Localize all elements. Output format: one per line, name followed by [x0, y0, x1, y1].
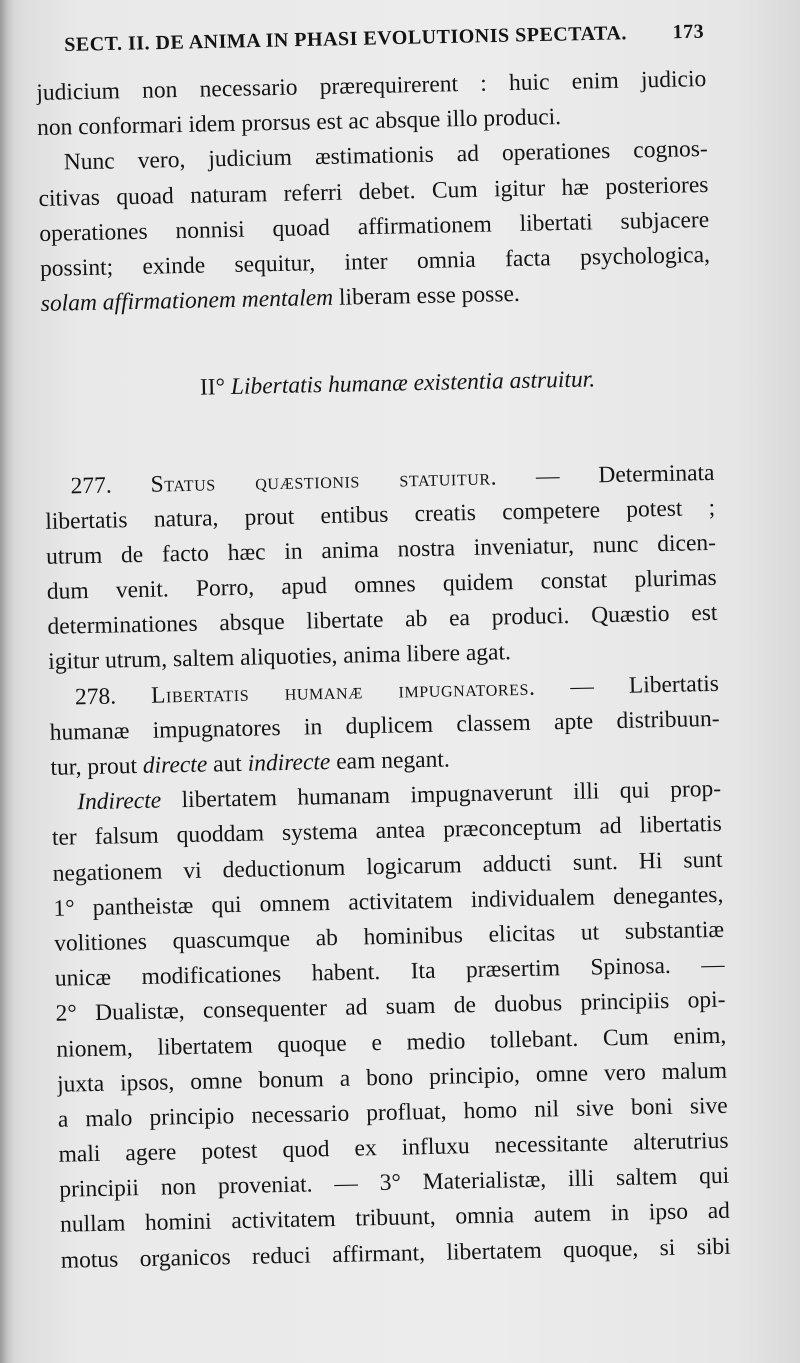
text-line: dum venit. Porro, apud omnes quidem constat plurimas	[46, 564, 717, 605]
section-title: Libertatis humanæ impugnatores.	[150, 674, 536, 709]
emphasis: Indirecte	[76, 787, 162, 816]
text-line: non conformari idem prorsus est ac absque illo produci.	[36, 104, 562, 142]
text-line: juxta ipsos, omne bonum a bono principio, omne vero malum	[56, 1057, 728, 1098]
text-line: utrum de facto hæc in anima nostra inveniatur, nunc dicen-	[45, 529, 717, 570]
emphasis: directe	[142, 751, 208, 779]
running-title: SECT. II. DE ANIMA IN PHASI EVOLUTIONIS SPECTATA.	[64, 22, 628, 56]
text-line: volitiones quascumque ab hominibus elicitas ut substantiæ	[53, 916, 725, 957]
text-line: judicium non necessario prærequirerent : huic enim judicio	[36, 65, 707, 106]
text-line: ter falsum quoddam systema antea præconceptum ad libertatis	[51, 811, 723, 852]
text-line: solam affirmationem mentalem liberam esse posse.	[40, 281, 521, 318]
text-line: 2° Dualistæ, consequenter ad suam de duobus principiis opi-	[55, 987, 726, 1028]
text-line: unicæ modificationes habent. Ita præsertim Spinosa. —	[54, 951, 726, 992]
text-line: Nunc vero, judicium æstimationis ad operationes cognos-	[63, 136, 708, 176]
text-line: igitur utrum, saltem aliquoties, anima libere agat.	[48, 639, 512, 676]
text-line: tur, prout directe aut indirecte eam negant.	[50, 746, 450, 781]
text-line: libertatis natura, prout entibus creatis competere potest ;	[45, 494, 716, 535]
section-number: 278.	[74, 683, 117, 710]
text-line: 1° pantheistæ qui omnem activitatem individualem denegantes,	[53, 881, 724, 922]
emphasis: indirecte	[247, 748, 331, 777]
text-line: operationes nonnisi quoad affirmationem libertati subjacere	[39, 206, 710, 247]
emphasis: solam affirmationem mentalem	[40, 284, 334, 318]
text-line: determinationes absque libertate ab ea produci. Quæstio est	[47, 600, 718, 641]
text-line: mali agere potest quod ex influxu necessitante alterutrius	[58, 1127, 729, 1168]
section-277-first-line: 277. Status quæstionis statuitur. — Determinata	[70, 459, 715, 499]
section-278-first-line: 278. Libertatis humanæ impugnatores. — Libertatis	[74, 670, 720, 710]
section-number: 277.	[70, 472, 112, 499]
subsection-number: II°	[199, 374, 226, 401]
text-line: nionem, libertatem quoque e medio tollebant. Cum enim,	[56, 1022, 727, 1063]
text-line: possint; exinde sequitur, inter omnia facta psychologica,	[39, 241, 711, 282]
text-line: principii non proveniat. — 3° Materialistæ, illi saltem qui	[59, 1162, 730, 1204]
text-line: humanæ impugnatores in duplicem classem apte distribuun-	[49, 705, 720, 746]
text-line: negationem vi deductionum logicarum adducti sunt. Hi sunt	[52, 846, 723, 887]
page-number: 173	[672, 20, 705, 44]
subsection-title: Libertatis humanæ existentia astruitur.	[230, 366, 596, 401]
text-line: motus organicos reduci affirmant, libertatem quoque, si sibi	[60, 1233, 731, 1274]
section-title: Status quæstionis statuitur.	[150, 463, 498, 498]
running-header	[64, 21, 705, 70]
text-line: Indirecte libertatem humanam impugnaverunt illi qui prop-	[76, 775, 722, 816]
page-spine-shadow	[0, 0, 14, 1363]
page-body	[36, 62, 731, 1279]
text-line: nullam homini activitatem tribuunt, omnia autem in ipso ad	[59, 1198, 731, 1239]
text-line: citivas quoad naturam referri debet. Cum igitur hæ posteriores	[38, 171, 709, 212]
text-line: a malo principio necessario profluat, homo nil sive boni sive	[57, 1092, 728, 1133]
